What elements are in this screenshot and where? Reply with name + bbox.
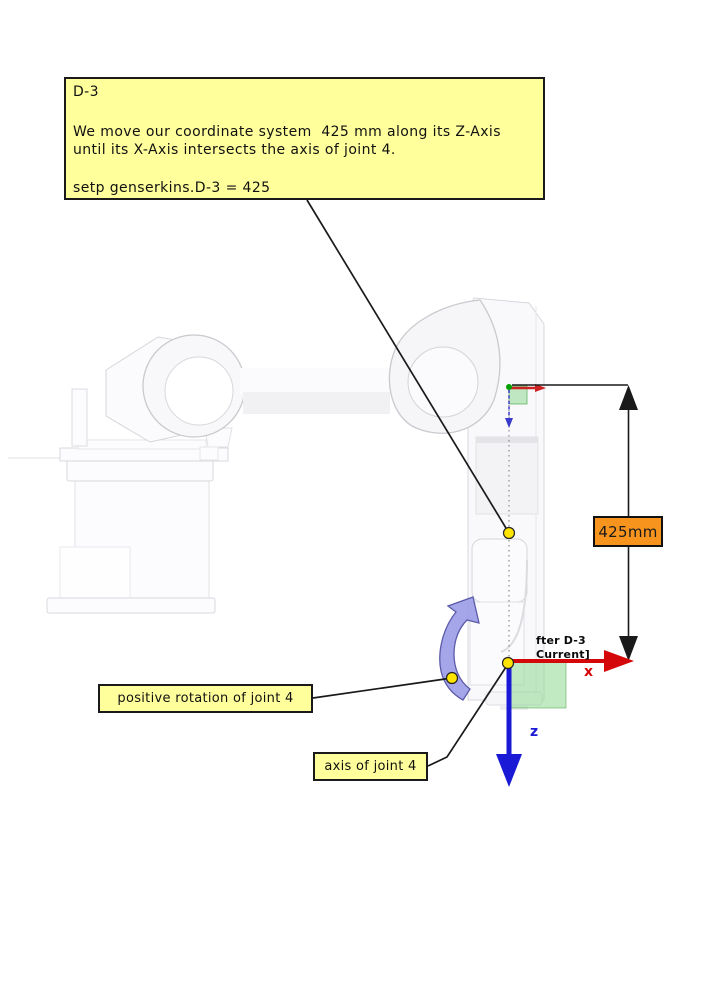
elbow-joint [389,300,500,433]
callout-body-line2: until its X-Axis intersects the axis of joint 4. [73,142,396,158]
frame-note-line1: fter D-3 [536,634,586,647]
marker-dot-origin [503,658,514,669]
marker-dot-mid [504,528,515,539]
shoulder-joint [106,335,245,442]
leader-rotation [313,678,452,698]
dimension-arrow-up [619,385,638,410]
frame-square-large [509,661,566,708]
callout-body-line1: We move our coordinate system 425 mm along its Z-Axis [73,124,501,140]
dimension-label: 425mm [593,516,663,547]
label-positive-rotation: positive rotation of joint 4 [98,684,313,713]
frame-note-line2: Current] [536,648,590,661]
x-axis-label: x [584,664,594,680]
marker-dot-rotation [447,673,458,684]
z-axis-label: z [530,724,539,740]
frame-note [536,634,590,662]
callout-title: D-3 [73,84,99,100]
upper-arm-link [240,368,392,414]
d3-callout [64,77,545,200]
mini-frame-origin-dot [506,384,512,390]
label-axis-of-joint: axis of joint 4 [313,752,428,781]
callout-command: setp genserkins.D-3 = 425 [73,180,271,196]
